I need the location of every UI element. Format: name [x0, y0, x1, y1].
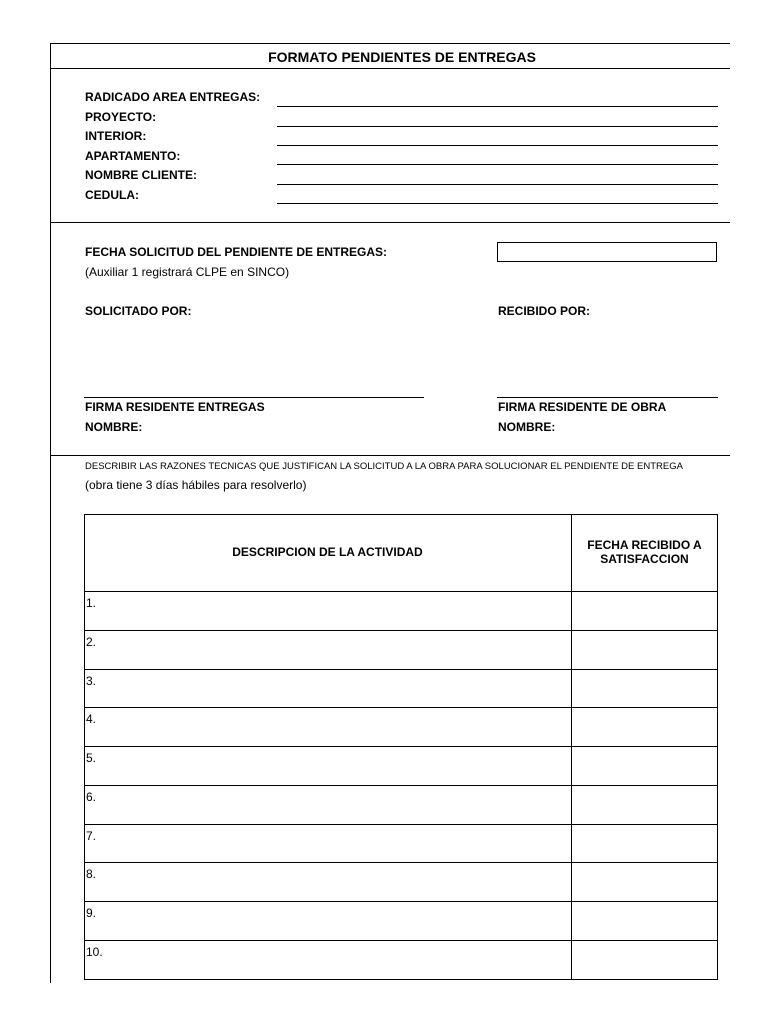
field-line-apartamento[interactable]: [277, 164, 718, 165]
table-row-divider: [84, 862, 718, 863]
field-line-nombre-cliente[interactable]: [277, 184, 718, 185]
table-row-divider: [84, 824, 718, 825]
form-title: FORMATO PENDIENTES DE ENTREGAS: [268, 49, 536, 65]
table-column-divider: [571, 514, 572, 980]
field-label-proyecto: PROYECTO:: [85, 110, 157, 124]
table-row-number: 4.: [86, 712, 97, 726]
firma-entregas-label: FIRMA RESIDENTE ENTREGAS: [85, 400, 265, 414]
table-row-divider: [84, 785, 718, 786]
col-header-fecha: [571, 538, 718, 566]
field-label-nombre-cliente: NOMBRE CLIENTE:: [85, 168, 197, 182]
field-label-apartamento: APARTAMENTO:: [85, 149, 181, 163]
table-row-divider: [84, 630, 718, 631]
field-label-radicado: RADICADO AREA ENTREGAS:: [85, 90, 261, 104]
field-label-cedula: CEDULA:: [85, 188, 139, 202]
table-row-number: 5.: [86, 751, 97, 765]
recibido-por-label: RECIBIDO POR:: [498, 304, 591, 318]
table-row-divider: [84, 707, 718, 708]
table-row-divider: [84, 591, 718, 592]
table-row-number: 9.: [86, 906, 97, 920]
field-line-proyecto[interactable]: [277, 126, 718, 127]
auxiliar-note: (Auxiliar 1 registrará CLPE en SINCO): [85, 265, 290, 279]
col-header-descripcion: DESCRIPCION DE LA ACTIVIDAD: [232, 545, 423, 559]
table-row-number: 6.: [86, 790, 97, 804]
section-divider-1: [50, 222, 730, 223]
table-row-number: 8.: [86, 867, 97, 881]
solicitado-por-label: SOLICITADO POR:: [85, 304, 192, 318]
title-divider: [50, 68, 730, 69]
signature-line-entregas[interactable]: [84, 397, 424, 398]
col-header-fecha-line2: SATISFACCION: [600, 552, 689, 566]
table-row-number: 7.: [86, 829, 97, 843]
activities-table: [84, 514, 718, 980]
field-label-interior: INTERIOR:: [85, 129, 147, 143]
table-row-divider: [84, 669, 718, 670]
table-row-number: 2.: [86, 635, 97, 649]
table-row-number: 3.: [86, 674, 97, 688]
col-header-fecha-line1: FECHA RECIBIDO A: [587, 538, 702, 552]
reasons-note: (obra tiene 3 días hábiles para resolverlo): [85, 478, 307, 492]
table-row-divider: [84, 901, 718, 902]
nombre-right-label: NOMBRE:: [498, 420, 556, 434]
field-line-interior[interactable]: [277, 145, 718, 146]
field-line-radicado[interactable]: [277, 106, 718, 107]
section-divider-2: [50, 455, 730, 456]
table-row-number: 1.: [86, 596, 97, 610]
firma-obra-label: FIRMA RESIDENTE DE OBRA: [498, 400, 667, 414]
signature-line-obra[interactable]: [497, 397, 718, 398]
table-row-divider: [84, 940, 718, 941]
table-row-divider: [84, 746, 718, 747]
fecha-solicitud-label: FECHA SOLICITUD DEL PENDIENTE DE ENTREGAS:: [85, 245, 388, 259]
fecha-solicitud-box[interactable]: [497, 242, 717, 262]
reasons-instruction: DESCRIBIR LAS RAZONES TECNICAS QUE JUSTIFICAN LA SOLICITUD A LA OBRA PARA SOLUCIONAR EL PENDIENTE DE ENTREGA: [85, 461, 683, 472]
table-row-number: 10.: [86, 945, 103, 959]
nombre-left-label: NOMBRE:: [85, 420, 143, 434]
field-line-cedula[interactable]: [277, 203, 718, 204]
